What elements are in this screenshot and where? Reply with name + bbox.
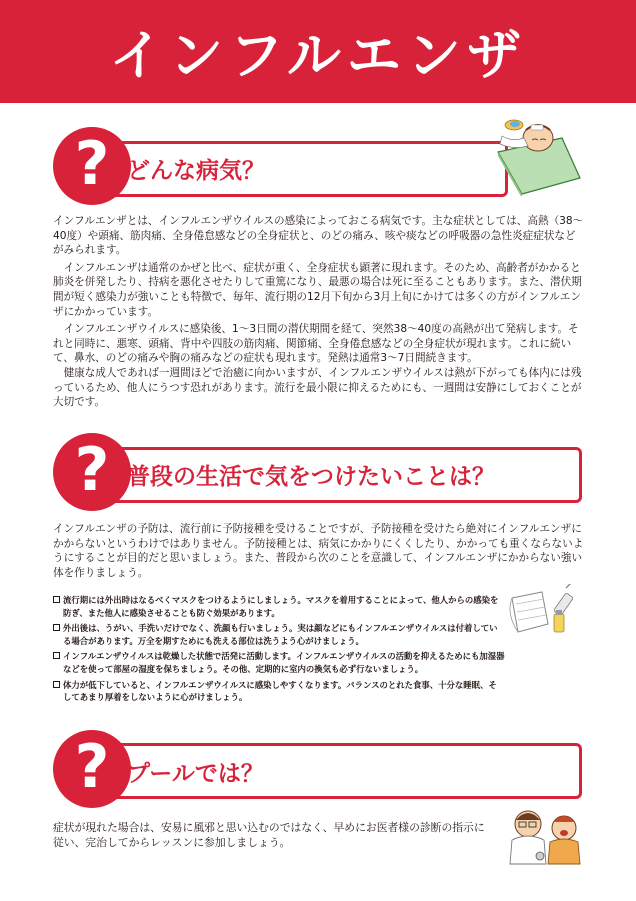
paragraph: 症状が現れた場合は、安易に風邪と思い込むのではなく、早めにお医者様の診断の指示に従い、完治してからレッスンに参加しましょう。 — [53, 821, 485, 849]
mask-vaccine-illustration — [508, 584, 578, 640]
checkbox-icon — [53, 596, 60, 603]
checkbox-icon — [53, 652, 60, 659]
list-item — [53, 679, 505, 704]
page-title: インフルエンザ — [109, 24, 527, 87]
paragraph: インフルエンザの予防は、流行前に予防接種を受けることですが、予防接種を受けたら絶対にインフルエンザにかからないというわけではありません。予防接種とは、病気にかかりにくくしたり、かかっても重くならないようにすることが目的だと思いましょう。また、普段から次のことを意識して、インフルエンザにかからない強い体を作りましょう。 — [53, 523, 584, 579]
prevention-checklist — [53, 594, 505, 707]
list-item-text: 流行期には外出時はなるべくマスクをつけるようにしましょう。マスクを着用することによって、他人からの感染を防ぎ、また他人に感染させることも防ぐ効果があります。 — [63, 595, 499, 618]
list-item — [53, 650, 505, 675]
section-title: どんな病気？ — [127, 158, 265, 184]
list-item-text: 体力が低下していると、インフルエンザウイルスに感染しやすくなります。バランスのとれた食事、十分な睡眠、そしてあまり厚着をしないように心がけましょう。 — [63, 679, 497, 703]
section-title: 普段の生活で気をつけたいことは？ — [127, 464, 495, 490]
question-mark-icon: ? — [53, 127, 131, 205]
doctor-patient-illustration — [506, 806, 586, 868]
sick-person-illustration — [492, 116, 584, 196]
section-title: プールでは？ — [127, 761, 264, 787]
list-item-text: インフルエンザウイルスは乾燥した状態で活発に活動します。インフルエンザウイルスの活動を抑えるためにも加湿器などを使って部屋の湿度を保ちましょう。その他、定期的に室内の換気も必ず行ないましょう。 — [63, 651, 505, 674]
paragraph: 健康な成人であれば一週間ほどで治癒に向かいますが、インフルエンザウイルスは熱が下がっても体内には残っているため、他人にうつす恐れがあります。流行を最小限に抑えるためにも、一週間は安静にしておくことが大切です。 — [53, 366, 582, 409]
section-what-disease-body — [53, 214, 585, 410]
list-item-text: 外出後は、うがい、手洗いだけでなく、洗顔も行いましょう。実は顔などにもインフルエンザウイルスは付着している場合があります。万全を期すためにも洗える部位は洗うよう心がけましょう。 — [63, 623, 498, 646]
checkbox-icon — [53, 681, 60, 688]
list-item — [53, 622, 505, 647]
section-daily-life-body — [53, 522, 585, 580]
section-pool-body — [53, 820, 493, 850]
paragraph: インフルエンザウイルスに感染後、1～3日間の潜伏期間を経て、突然38～40度の高熱が出て発病します。それと同時に、悪寒、頭痛、背中や四肢の筋肉痛、関節痛、全身倦怠感などの全身症状が現れます。これに続いて、鼻水、のどの痛みや胸の痛みなどの症状も現れます。発熱は通常3～7日間続きます。 — [53, 323, 579, 365]
list-item — [53, 594, 505, 619]
question-mark-icon: ? — [53, 433, 131, 511]
paragraph: インフルエンザは通常のかぜと比べ、症状が重く、全身症状も顕著に現れます。そのため、高齢者がかかると肺炎を併発したり、持病を悪化させたりして重篤になり、最悪の場合は死に至ることもあります。また、潜伏期間が短く感染力が強いことも特徴で、毎年、流行期の12月下旬から3月上旬にかけては多くの方がインフルエンザにかかっています。 — [53, 261, 582, 318]
question-mark-icon: ? — [53, 730, 131, 808]
checkbox-icon — [53, 624, 60, 631]
paragraph: インフルエンザとは、インフルエンザウイルスの感染によっておこる病気です。主な症状としては、高熱（38～40度）や頭痛、筋肉痛、全身倦怠感などの全身症状と、のどの痛み、咳や痰などの呼吸器の急性炎症症状などがみられます。 — [53, 215, 584, 257]
header-banner — [0, 0, 636, 103]
